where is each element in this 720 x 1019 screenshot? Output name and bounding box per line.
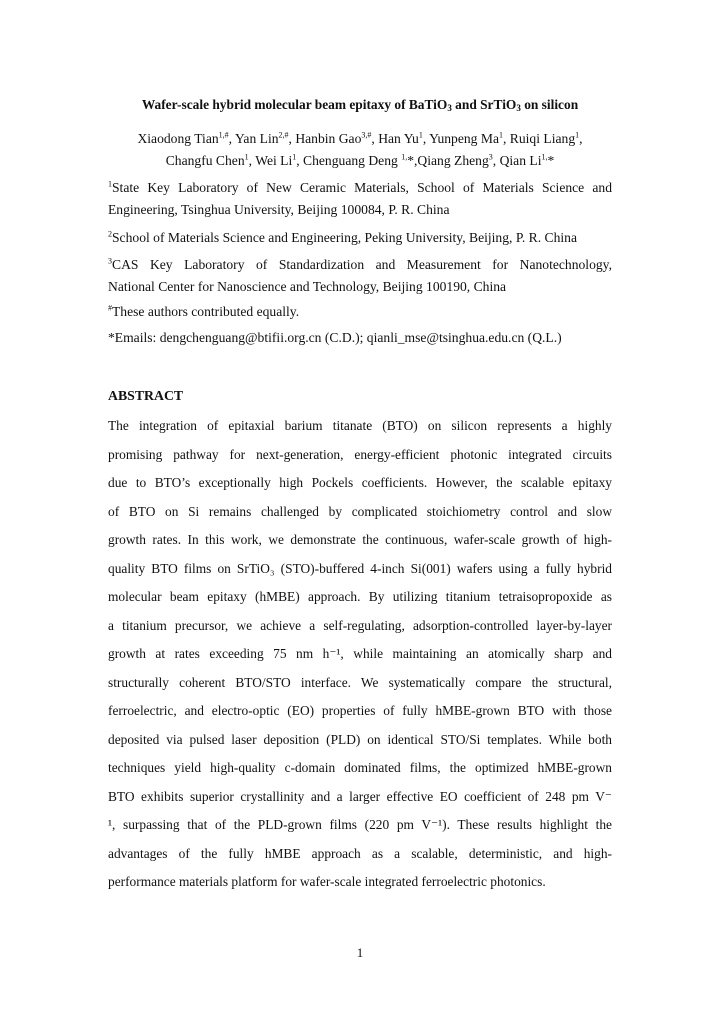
- abstract-line: due to BTO’s exceptionally high Pockels coefficients. However, the scalable epitaxy: [108, 475, 612, 490]
- author-name: Changfu Chen: [165, 153, 245, 168]
- abstract-line: ferroelectric, and electro-optic (EO) properties of fully hMBE-grown BTO with those: [108, 703, 612, 718]
- author-separator: ,: [288, 131, 296, 146]
- author-separator: ,: [503, 131, 510, 146]
- affiliation-mark: 1: [108, 179, 112, 189]
- author-affiliation-sup: 1: [244, 152, 249, 162]
- author-separator: ,: [422, 131, 430, 146]
- author-affiliation-sup: 1: [499, 130, 503, 140]
- author-affiliation-sup: 1,: [541, 152, 548, 162]
- title-subscript: 3: [447, 103, 452, 113]
- author-separator: ,: [579, 131, 583, 146]
- author-affiliation-sup: 3: [488, 152, 493, 162]
- affiliation-1: [108, 177, 612, 221]
- affiliation-text: National Center for Nanoscience and Technology, Beijing 100190, China: [108, 279, 507, 294]
- author-line: [108, 128, 612, 150]
- author-name: Yan Lin: [234, 131, 279, 146]
- author-name: Qian Li: [499, 153, 542, 168]
- author-separator: ,: [296, 153, 304, 168]
- affiliation-2: [108, 227, 612, 249]
- page-number: 1: [356, 945, 364, 960]
- author-name: Wei Li: [255, 153, 293, 168]
- title-part: on silicon: [520, 97, 579, 112]
- title-subscript: 3: [516, 103, 521, 113]
- author-affiliation-sup: 1,#: [218, 130, 229, 140]
- affiliation-3: [108, 254, 612, 298]
- affiliation-text: State Key Laboratory of New Ceramic Materials, School of Materials Science and: [112, 180, 612, 195]
- author-name: Xiaodong Tian: [137, 131, 219, 146]
- abstract-line: structurally coherent BTO/STO interface. We systematically compare the structural,: [108, 674, 612, 690]
- affiliation-text: Engineering, Tsinghua University, Beijing 100084, P. R. China: [108, 202, 450, 217]
- affiliation-mark: 2: [108, 229, 112, 239]
- abstract-line: performance materials platform for wafer-scale integrated ferroelectric photonics.: [108, 874, 546, 889]
- author-affiliation-sup: 1,: [401, 152, 408, 162]
- author-separator: ,: [371, 131, 379, 146]
- abstract-line: growth rates. In this work, we demonstrate the continuous, wafer-scale growth of high-: [108, 532, 612, 547]
- author-name: Yunpeng Ma: [429, 131, 499, 146]
- corresponding-emails: [108, 327, 612, 349]
- author-name: Chenguang Deng: [303, 153, 402, 168]
- equal-contribution-note: [108, 301, 612, 323]
- author-affiliation-sup: 2,#: [278, 130, 289, 140]
- author-separator: ,: [492, 153, 500, 168]
- author-separator: *: [547, 153, 555, 168]
- author-separator: ,: [228, 131, 235, 146]
- author-affiliation-sup: 1: [292, 152, 297, 162]
- abstract-line: ¹, surpassing that of the PLD-grown films (220 pm V⁻¹). These results highlight the: [108, 817, 612, 832]
- abstract-line: quality BTO films on SrTiO₃ (STO)-buffered 4-inch Si(001) wafers using a fully hybrid: [108, 560, 612, 576]
- abstract-line: techniques yield high-quality c-domain dominated films, the optimized hMBE-grown: [108, 760, 612, 775]
- abstract-line: molecular beam epitaxy (hMBE) approach. By utilizing titanium tetraisopropoxide as: [108, 589, 612, 604]
- abstract-paragraph: [108, 412, 612, 897]
- paper-title: [108, 96, 612, 114]
- abstract-line: deposited via pulsed laser deposition (PLD) on identical STO/Si templates. While both: [108, 731, 612, 747]
- abstract-heading: ABSTRACT: [108, 388, 184, 403]
- affiliation-mark: 3: [108, 256, 112, 266]
- author-name: Han Yu: [378, 131, 419, 146]
- equal-note-text: These authors contributed equally.: [112, 304, 300, 319]
- author-name: Hanbin Gao: [295, 131, 362, 146]
- author-list: [108, 128, 612, 172]
- author-name: Qiang Zheng: [417, 153, 489, 168]
- affiliation-text: School of Materials Science and Engineering, Peking University, Beijing, P. R. China: [112, 230, 578, 245]
- emails-text: *Emails: dengchenguang@btifii.org.cn (C.D.); qianli_mse@tsinghua.edu.cn (Q.L.): [108, 330, 562, 345]
- author-affiliation-sup: 1: [575, 130, 580, 140]
- abstract-line: advantages of the fully hMBE approach as a scalable, deterministic, and high-: [108, 845, 612, 861]
- abstract-line: promising pathway for next-generation, energy-efficient photonic integrated circuits: [108, 446, 612, 462]
- author-line: [108, 150, 612, 172]
- abstract-line: growth at rates exceeding 75 nm h⁻¹, while maintaining an atomically sharp and: [108, 646, 612, 661]
- author-name: Ruiqi Liang: [509, 131, 576, 146]
- abstract-line: a titanium precursor, we achieve a self-regulating, adsorption-controlled layer-by-layer: [108, 617, 612, 633]
- title-part: and SrTiO: [451, 97, 517, 112]
- affiliation-text: CAS Key Laboratory of Standardization and Measurement for Nanotechnology,: [112, 257, 612, 272]
- author-affiliation-sup: 1: [418, 130, 423, 140]
- author-separator: ,: [248, 153, 256, 168]
- author-affiliation-sup: 3,#: [361, 130, 372, 140]
- abstract-line: The integration of epitaxial barium titanate (BTO) on silicon represents a highly: [108, 418, 612, 433]
- equal-note-mark: #: [108, 303, 112, 313]
- title-part: Wafer-scale hybrid molecular beam epitaxy of BaTiO: [141, 97, 448, 112]
- abstract-line: BTO exhibits superior crystallinity and a larger effective EO coefficient of 248 pm V⁻: [108, 788, 612, 804]
- author-separator: *,: [407, 153, 418, 168]
- abstract-line: of BTO on Si remains challenged by complicated stoichiometry control and slow: [108, 503, 612, 519]
